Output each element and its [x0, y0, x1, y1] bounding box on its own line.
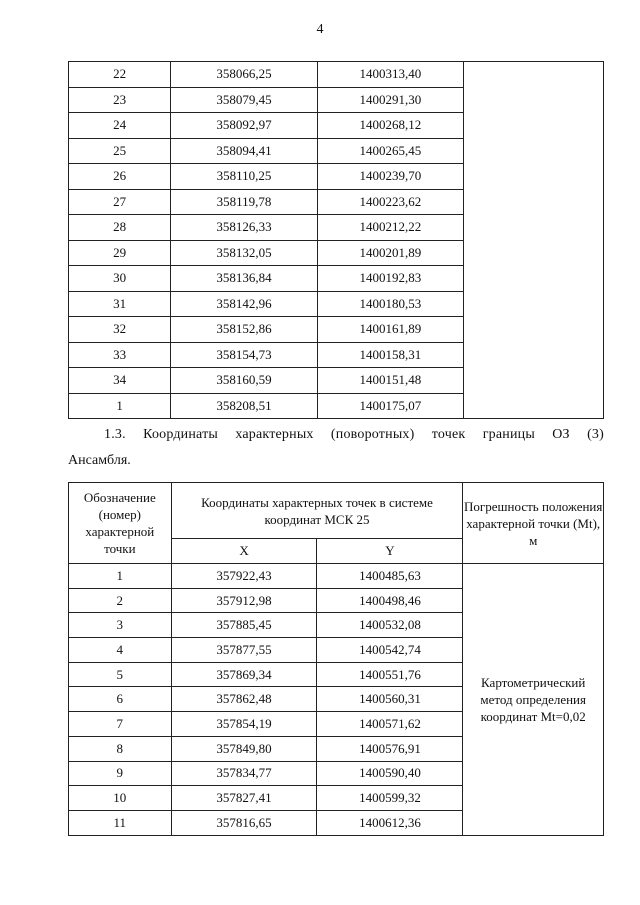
- table2-body: [69, 564, 604, 836]
- table-row: [69, 564, 604, 589]
- point-number: 6: [69, 687, 172, 712]
- coordinates-table-oz3: [68, 482, 604, 836]
- point-number: 33: [69, 342, 171, 368]
- page-number: 4: [316, 22, 324, 37]
- x-coordinate: 357922,43: [171, 564, 317, 589]
- x-coordinate: 358110,25: [171, 164, 317, 190]
- point-number: 34: [69, 368, 171, 394]
- x-coordinate: 358132,05: [171, 240, 317, 266]
- x-coordinate: 358079,45: [171, 87, 317, 113]
- x-coordinate: 357885,45: [171, 613, 317, 638]
- y-coordinate: 1400180,53: [317, 291, 463, 317]
- header-error: Погрешность положения характерной точки (Mt), м: [463, 483, 604, 564]
- table2-header: [69, 483, 604, 564]
- point-number: 4: [69, 638, 172, 663]
- section-caption: 1.3. Координаты характерных (поворотных) точек границы ОЗ (3): [104, 427, 604, 442]
- x-coordinate: 358152,86: [171, 317, 317, 343]
- y-coordinate: 1400542,74: [317, 638, 463, 663]
- x-coordinate: 358160,59: [171, 368, 317, 394]
- y-coordinate: 1400161,89: [317, 317, 463, 343]
- y-coordinate: 1400560,31: [317, 687, 463, 712]
- x-coordinate: 358066,25: [171, 62, 317, 88]
- x-coordinate: 357912,98: [171, 588, 317, 613]
- y-coordinate: 1400590,40: [317, 761, 463, 786]
- point-number: 9: [69, 761, 172, 786]
- y-coordinate: 1400268,12: [317, 113, 463, 139]
- x-coordinate: 358136,84: [171, 266, 317, 292]
- point-number: 11: [69, 810, 172, 835]
- point-number: 31: [69, 291, 171, 317]
- point-number: 29: [69, 240, 171, 266]
- coordinates-table-continued: [68, 61, 604, 419]
- y-coordinate: 1400239,70: [317, 164, 463, 190]
- point-number: 25: [69, 138, 171, 164]
- y-coordinate: 1400223,62: [317, 189, 463, 215]
- y-coordinate: 1400265,45: [317, 138, 463, 164]
- y-coordinate: 1400158,31: [317, 342, 463, 368]
- section-caption-cont: Ансамбля.: [68, 453, 131, 468]
- x-coordinate: 357834,77: [171, 761, 317, 786]
- point-number: 5: [69, 662, 172, 687]
- point-number: 30: [69, 266, 171, 292]
- y-coordinate: 1400192,83: [317, 266, 463, 292]
- point-number: 10: [69, 786, 172, 811]
- point-number: 27: [69, 189, 171, 215]
- header-y: Y: [317, 539, 463, 564]
- x-coordinate: 358142,96: [171, 291, 317, 317]
- y-coordinate: 1400485,63: [317, 564, 463, 589]
- x-coordinate: 357877,55: [171, 638, 317, 663]
- point-number: 26: [69, 164, 171, 190]
- y-coordinate: 1400212,22: [317, 215, 463, 241]
- point-number: 32: [69, 317, 171, 343]
- point-number: 24: [69, 113, 171, 139]
- y-coordinate: 1400151,48: [317, 368, 463, 394]
- point-number: 23: [69, 87, 171, 113]
- x-coordinate: 357869,34: [171, 662, 317, 687]
- y-coordinate: 1400576,91: [317, 736, 463, 761]
- point-number: 3: [69, 613, 172, 638]
- x-coordinate: 357862,48: [171, 687, 317, 712]
- point-number: 22: [69, 62, 171, 88]
- y-coordinate: 1400313,40: [317, 62, 463, 88]
- x-coordinate: 357827,41: [171, 786, 317, 811]
- error-cell-empty: [464, 62, 604, 419]
- y-coordinate: 1400498,46: [317, 588, 463, 613]
- table-row: [69, 62, 604, 88]
- x-coordinate: 357849,80: [171, 736, 317, 761]
- point-number: 2: [69, 588, 172, 613]
- x-coordinate: 357854,19: [171, 712, 317, 737]
- x-coordinate: 357816,65: [171, 810, 317, 835]
- point-number: 28: [69, 215, 171, 241]
- y-coordinate: 1400532,08: [317, 613, 463, 638]
- point-number: 1: [69, 564, 172, 589]
- y-coordinate: 1400175,07: [317, 393, 463, 419]
- x-coordinate: 358092,97: [171, 113, 317, 139]
- y-coordinate: 1400612,36: [317, 810, 463, 835]
- table1-body: [69, 62, 604, 419]
- header-point-number: Обозначение (номер) характерной точки: [69, 483, 172, 564]
- x-coordinate: 358094,41: [171, 138, 317, 164]
- point-number: 7: [69, 712, 172, 737]
- x-coordinate: 358126,33: [171, 215, 317, 241]
- x-coordinate: 358208,51: [171, 393, 317, 419]
- point-number: 1: [69, 393, 171, 419]
- y-coordinate: 1400201,89: [317, 240, 463, 266]
- point-number: 8: [69, 736, 172, 761]
- x-coordinate: 358154,73: [171, 342, 317, 368]
- header-x: X: [171, 539, 317, 564]
- y-coordinate: 1400599,32: [317, 786, 463, 811]
- y-coordinate: 1400291,30: [317, 87, 463, 113]
- y-coordinate: 1400551,76: [317, 662, 463, 687]
- x-coordinate: 358119,78: [171, 189, 317, 215]
- method-note: Картометрический метод определения координат Mt=0,02: [463, 564, 604, 836]
- y-coordinate: 1400571,62: [317, 712, 463, 737]
- header-coordinates: Координаты характерных точек в системе координат МСК 25: [171, 483, 463, 539]
